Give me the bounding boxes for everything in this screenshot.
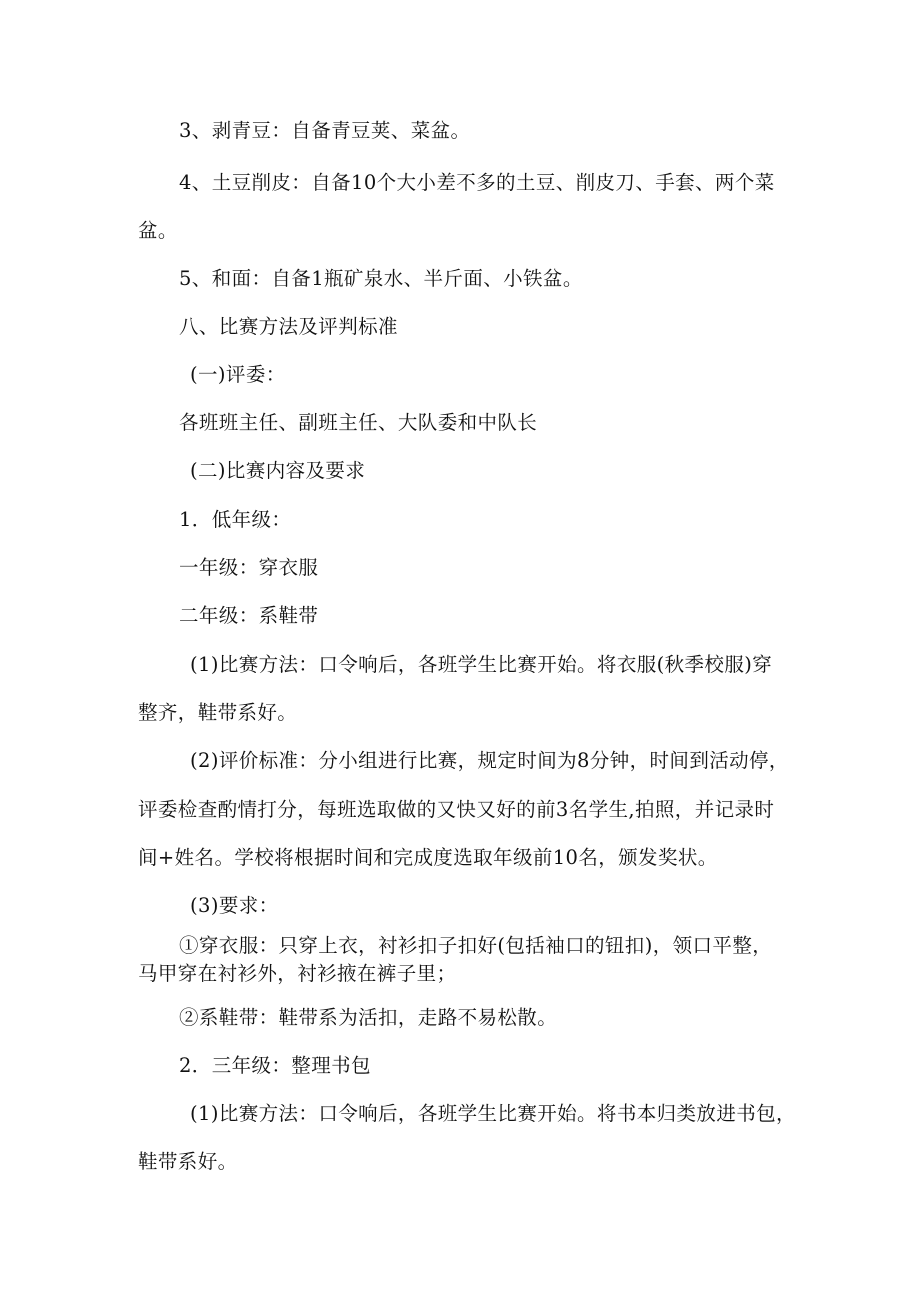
text-line: 4、土豆削皮：自备10个大小差不多的土豆、削皮刀、手套、两个菜: [179, 171, 775, 194]
text-line: 间+姓名。学校将根据时间和完成度选取年级前10名，颁发奖状。: [138, 846, 718, 869]
text-line: 评委检查酌情打分，每班选取做的又快又好的前3名学生,拍照，并记录时: [138, 798, 775, 821]
text-line: 马甲穿在衬衫外，衬衫掖在裤子里；: [138, 962, 457, 985]
text-line: (1)比赛方法：口令响后，各班学生比赛开始。将书本归类放进书包，: [190, 1102, 796, 1125]
text-line: 二年级：系鞋带: [179, 604, 319, 627]
text-line: 整齐，鞋带系好。: [138, 701, 298, 724]
subsection-heading: (二)比赛内容及要求: [190, 459, 366, 482]
text-line: 5、和面：自备1瓶矿泉水、半斤面、小铁盆。: [179, 267, 583, 290]
text-line: (3)要求：: [190, 894, 279, 917]
text-line: 各班班主任、副班主任、大队委和中队长: [179, 411, 538, 434]
text-line: ①穿衣服：只穿上衣，衬衫扣子扣好(包括袖口的钮扣)，领口平整，: [179, 934, 773, 957]
subsection-heading: (一)评委：: [190, 363, 286, 386]
section-heading: 八、比赛方法及评判标准: [179, 315, 398, 338]
text-line: (1)比赛方法：口令响后，各班学生比赛开始。将衣服(秋季校服)穿: [190, 653, 773, 676]
text-line: 鞋带系好。: [138, 1150, 238, 1173]
list-heading: 1．低年级：: [179, 508, 292, 531]
list-heading: 2．三年级：整理书包: [179, 1054, 371, 1077]
text-line: ②系鞋带：鞋带系为活扣，走路不易松散。: [179, 1006, 558, 1029]
text-line: 盆。: [138, 219, 178, 242]
text-line: (2)评价标准：分小组进行比赛，规定时间为8分钟，时间到活动停，: [190, 749, 789, 772]
text-line: 一年级：穿衣服: [179, 556, 319, 579]
text-line: 3、剥青豆：自备青豆荚、菜盆。: [179, 119, 471, 142]
